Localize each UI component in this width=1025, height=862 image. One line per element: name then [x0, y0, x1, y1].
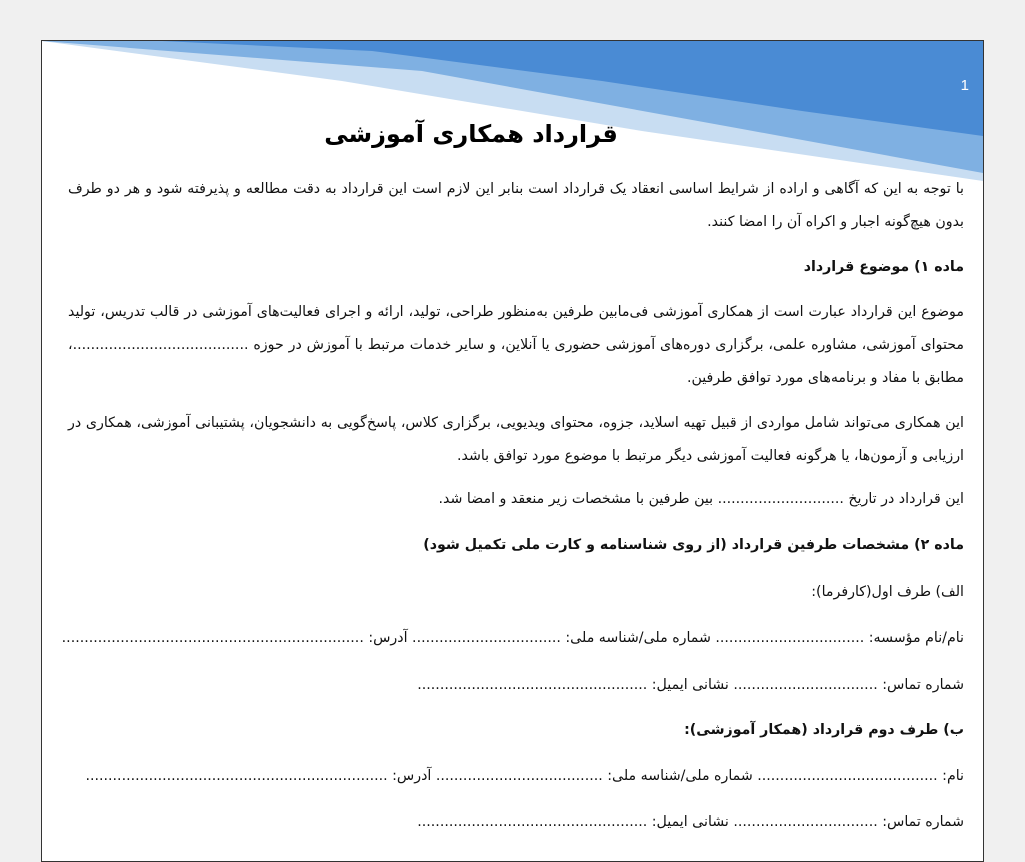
article-1-heading: ماده ۱) موضوع قرارداد	[803, 259, 964, 275]
page-number: 1	[960, 77, 969, 94]
intro-paragraph: با توجه به این که آگاهی و اراده از شرایط اساسی انعقاد یک قرارداد است بنابر این لازم است این قرارداد به دقت مطالعه و پذیرفته شود و هر دو طرف بدون هیچ‌گونه اجبار و اکراه آن را امضا کنند.	[68, 181, 964, 230]
article-1-paragraph-1: موضوع این قرارداد عبارت است از همکاری آموزشی فی‌مابین طرفین به‌منظور طراحی، تولید، ارائه و اجرای فعالیت‌های آموزشی در قالب تدریس، تولید محتوای آموزشی، مشاوره علمی، برگزاری دوره‌های آموزشی حضوری یا آنلاین، و سایر خدمات مرتبط با آموزش در حوزه .......................................، مطابق با مفاد و برنامه‌های مورد توافق طرفین.	[68, 304, 964, 386]
article-1-paragraph-2: این همکاری می‌تواند شامل مواردی از قبیل تهیه اسلاید، جزوه، محتوای ویدیویی، برگزاری کلاس، پاسخ‌گویی به دانشجویان، پشتیبانی آموزشی، همکاری در ارزیابی و آزمون‌ها، یا هرگونه فعالیت آموزشی دیگر مرتبط با موضوع مورد توافق باشد.	[68, 415, 964, 464]
article-2-heading: ماده ۲) مشخصات طرفین قرارداد (از روی شناسنامه و کارت ملی تکمیل شود)	[423, 537, 964, 553]
article-1-paragraph-3: این قرارداد در تاریخ ............................ بین طرفین با مشخصات زیر منعقد و امضا شد.	[438, 491, 964, 507]
document-page	[41, 40, 984, 862]
party-a-contact-row[interactable]: شماره تماس: ................................ نشانی ایمیل: ...................................................	[417, 677, 964, 693]
party-b-label: ب) طرف دوم قرارداد (همکار آموزشی):	[684, 722, 964, 738]
party-a-identity-row[interactable]: نام/نام مؤسسه: ................................. شماره ملی/شناسه ملی: ................................. آدرس: ...................................................................	[61, 630, 964, 646]
party-b-identity-row[interactable]: نام: ........................................ شماره ملی/شناسه ملی: ..................................... آدرس: ...................................................................	[85, 768, 964, 784]
party-a-label: الف) طرف اول(کارفرما):	[811, 584, 964, 600]
party-b-contact-row[interactable]: شماره تماس: ................................ نشانی ایمیل: ...................................................	[417, 814, 964, 830]
document-title: قرارداد همکاری آموزشی	[324, 120, 618, 148]
